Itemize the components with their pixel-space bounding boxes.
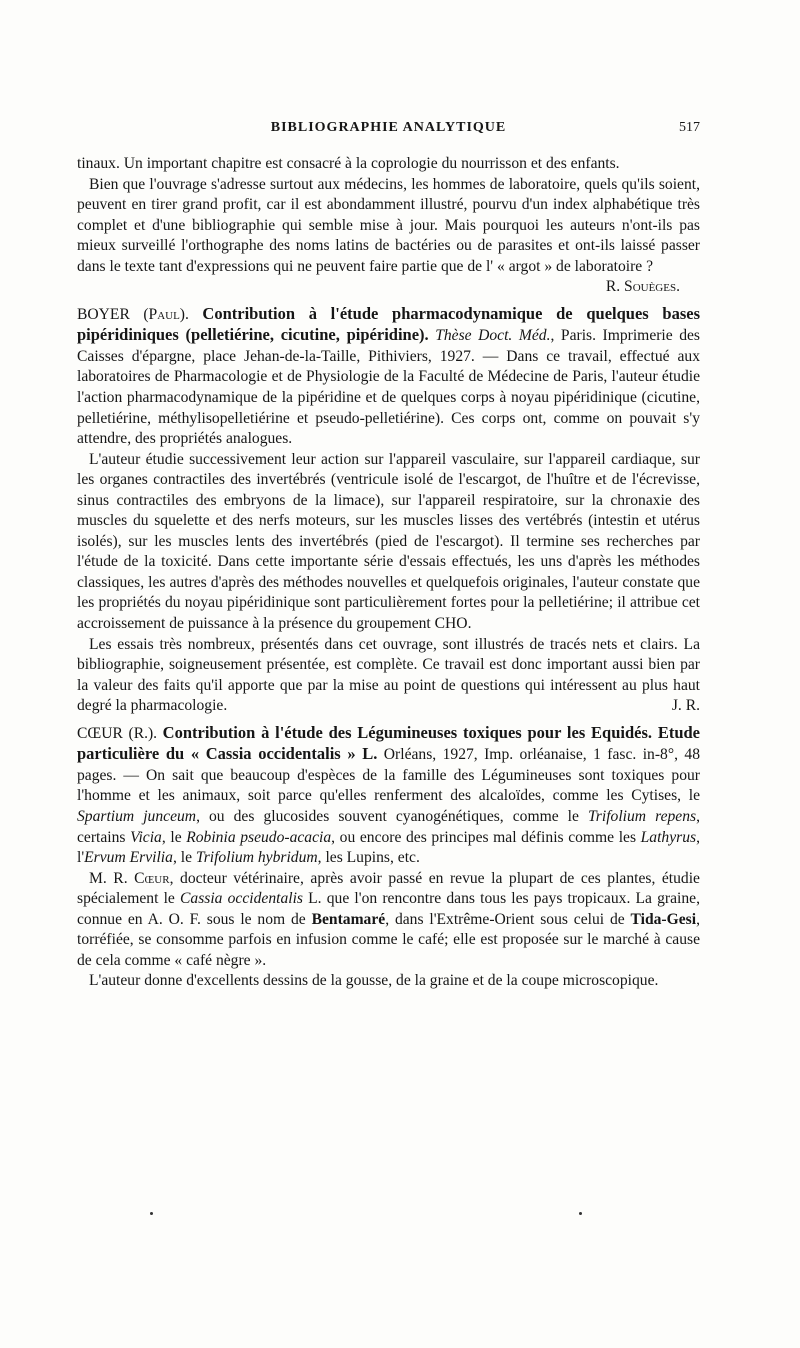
text-run: , ou encore des principes mal définis comme les bbox=[331, 828, 641, 846]
common-name: Tida-Gesi bbox=[630, 910, 697, 928]
text-run: , docteur vétérinaire, après avoir passé en revue la plupart de ces plantes, étudie spécialement le bbox=[77, 869, 700, 908]
species-name: Lathyrus bbox=[640, 828, 697, 846]
review-entry-coeur bbox=[77, 723, 700, 869]
text-run: , le bbox=[172, 849, 196, 867]
text-run: , ou des glucosides souvent cyanogénétiques, comme le bbox=[196, 807, 588, 825]
paragraph-text: Bien que l'ouvrage s'adresse surtout aux médecins, les hommes de laboratoire, quels qu'ils soient, peuvent en tirer grand profit, car il est abondamment illustré, pourvu d'un index alphabétique très complet et d'une bibliographie qui semble mise à jour. Mais pourquoi les auteurs n'ont-ils pas mieux surveillé l'orthographe des noms latins de bactéries ou de parasites et ont-ils laissé passer dans le texte tant d'expressions qui ne peuvent faire partie que de l' « argot » de laboratoire ? bbox=[77, 175, 700, 275]
entry-source: Thèse Doct. Méd. bbox=[435, 327, 551, 345]
paragraph: L'auteur étudie successivement leur action sur l'appareil vasculaire, sur l'appareil cardiaque, sur les organes contractiles des invertébrés (ventricule isolé de l'escargot, de l'huître et de l'écrevisse, sinus contractiles des embryons de la limace), sur l'appareil respiratoire, sur la chronaxie des muscles du squelette et des nerfs moteurs, sur les muscles lisses des vertébrés (intestin et utérus isolés), sur les muscles lents des invertébrés (pied de l'escargot). Il termine ses recherches par l'étude de la toxicité. Dans cette importante série d'essais effectués, les uns d'après les méthodes classiques, les autres d'après des méthodes nouvelles et quelquefois originales, l'auteur constate que les propriétés du noyau pipéridinique sont particulièrement fortes pour la pelletiérine; il attribue cet accroissement de puissance à la présence du groupement CHO. bbox=[77, 450, 700, 633]
author-name: Cœur bbox=[134, 869, 170, 887]
signature: R. Souèges. bbox=[605, 278, 680, 296]
species-name: Trifolium hybridum bbox=[195, 849, 318, 867]
species-name: Ervum Ervilia bbox=[84, 849, 173, 867]
paragraph bbox=[77, 635, 700, 717]
entry-intro: , Paris. Imprimerie des Caisses d'épargne, place Jehan-de-la-Taille, Pithiviers, 1927. — Dans ce travail, effectué aux laboratoires de Pharmacologie et de Physiologie de la Faculté de Médecine de Paris, l'auteur étudie l'action pharmacodynamique de la pipéridine et de quelques corps à noyau pipéridinique (cicutine, pelletiérine, méthylisopelletiérine et pseudo-pelletiérine). Ces corps ont, comme on pouvait s'y attendre, des propriétés analogues. bbox=[77, 327, 701, 448]
page-header bbox=[77, 120, 700, 142]
text-run: M. R. bbox=[89, 869, 135, 887]
species-name: Vicia bbox=[130, 828, 162, 846]
paragraph: L'auteur donne d'excellents dessins de la gousse, de la graine et de la coupe microscopique. bbox=[89, 972, 659, 990]
page-number: 517 bbox=[679, 120, 700, 135]
text-run: , le bbox=[161, 828, 187, 846]
species-name: Robinia pseudo-acacia bbox=[186, 828, 332, 846]
paragraph-text: Les essais très nombreux, présentés dans cet ouvrage, sont illustrés de tracés nets et clairs. La bibliographie, soigneusement présentée, est complète. Ce travail est donc important aussi bien par la valeur des faits qu'il apporte que par la mise au point de questions qui intéressent au plus haut degré la pharmacologie. bbox=[77, 635, 700, 715]
entry-title: Contribution à l'étude pharmacodynamique de quelques bases pipéridiniques (pelletiérine, cicutine, pipéridine). bbox=[77, 303, 701, 345]
paragraph bbox=[77, 175, 700, 296]
species-name: Spartium junceum bbox=[77, 807, 197, 825]
species-name: Cassia occidentalis bbox=[180, 890, 303, 908]
text-run: Orléans, 1927, Imp. orléanaise, 1 fasc. in-8°, 48 pages. — On sait que beaucoup d'espèces de la famille des Légumineuses sont toxiques pour l'homme et les animaux, soit parce qu'elles renferment des alcaloïdes, comme les Cytises, le bbox=[77, 746, 700, 805]
text-run: , les Lupins, etc. bbox=[317, 849, 420, 867]
running-title: BIBLIOGRAPHIE ANALYTIQUE bbox=[270, 120, 507, 135]
text-run: , certains bbox=[77, 807, 700, 846]
entry-author: BOYER (Paul). bbox=[77, 305, 189, 323]
signature: J. R. bbox=[671, 697, 700, 715]
review-entry-boyer bbox=[77, 304, 700, 450]
page-body bbox=[77, 154, 700, 992]
print-speck bbox=[579, 1212, 582, 1215]
common-name: Bentamaré bbox=[311, 910, 386, 928]
text-run: , torréfiée, se consomme parfois en infusion comme le café; elle est proposée sur le marché à cause de cela comme « café nègre ». bbox=[77, 910, 700, 969]
print-speck bbox=[150, 1212, 153, 1215]
paragraph: tinaux. Un important chapitre est consacré à la coprologie du nourrisson et des enfants. bbox=[77, 155, 620, 172]
text-run: L. que l'on rencontre dans tous les pays tropicaux. La graine, connue en A. O. F. sous le nom de bbox=[77, 890, 700, 928]
entry-title: Contribution à l'étude des Légumineuses toxiques pour les Equidés. Etude particulière du « Cassia occidentalis » L. bbox=[77, 722, 700, 764]
paragraph bbox=[77, 869, 700, 972]
text-run: , l' bbox=[77, 828, 700, 867]
species-name: Trifolium repens bbox=[587, 807, 697, 825]
entry-author: CŒUR (R.). bbox=[77, 724, 158, 742]
text-run: , dans l'Extrême-Orient sous celui de bbox=[385, 910, 631, 928]
